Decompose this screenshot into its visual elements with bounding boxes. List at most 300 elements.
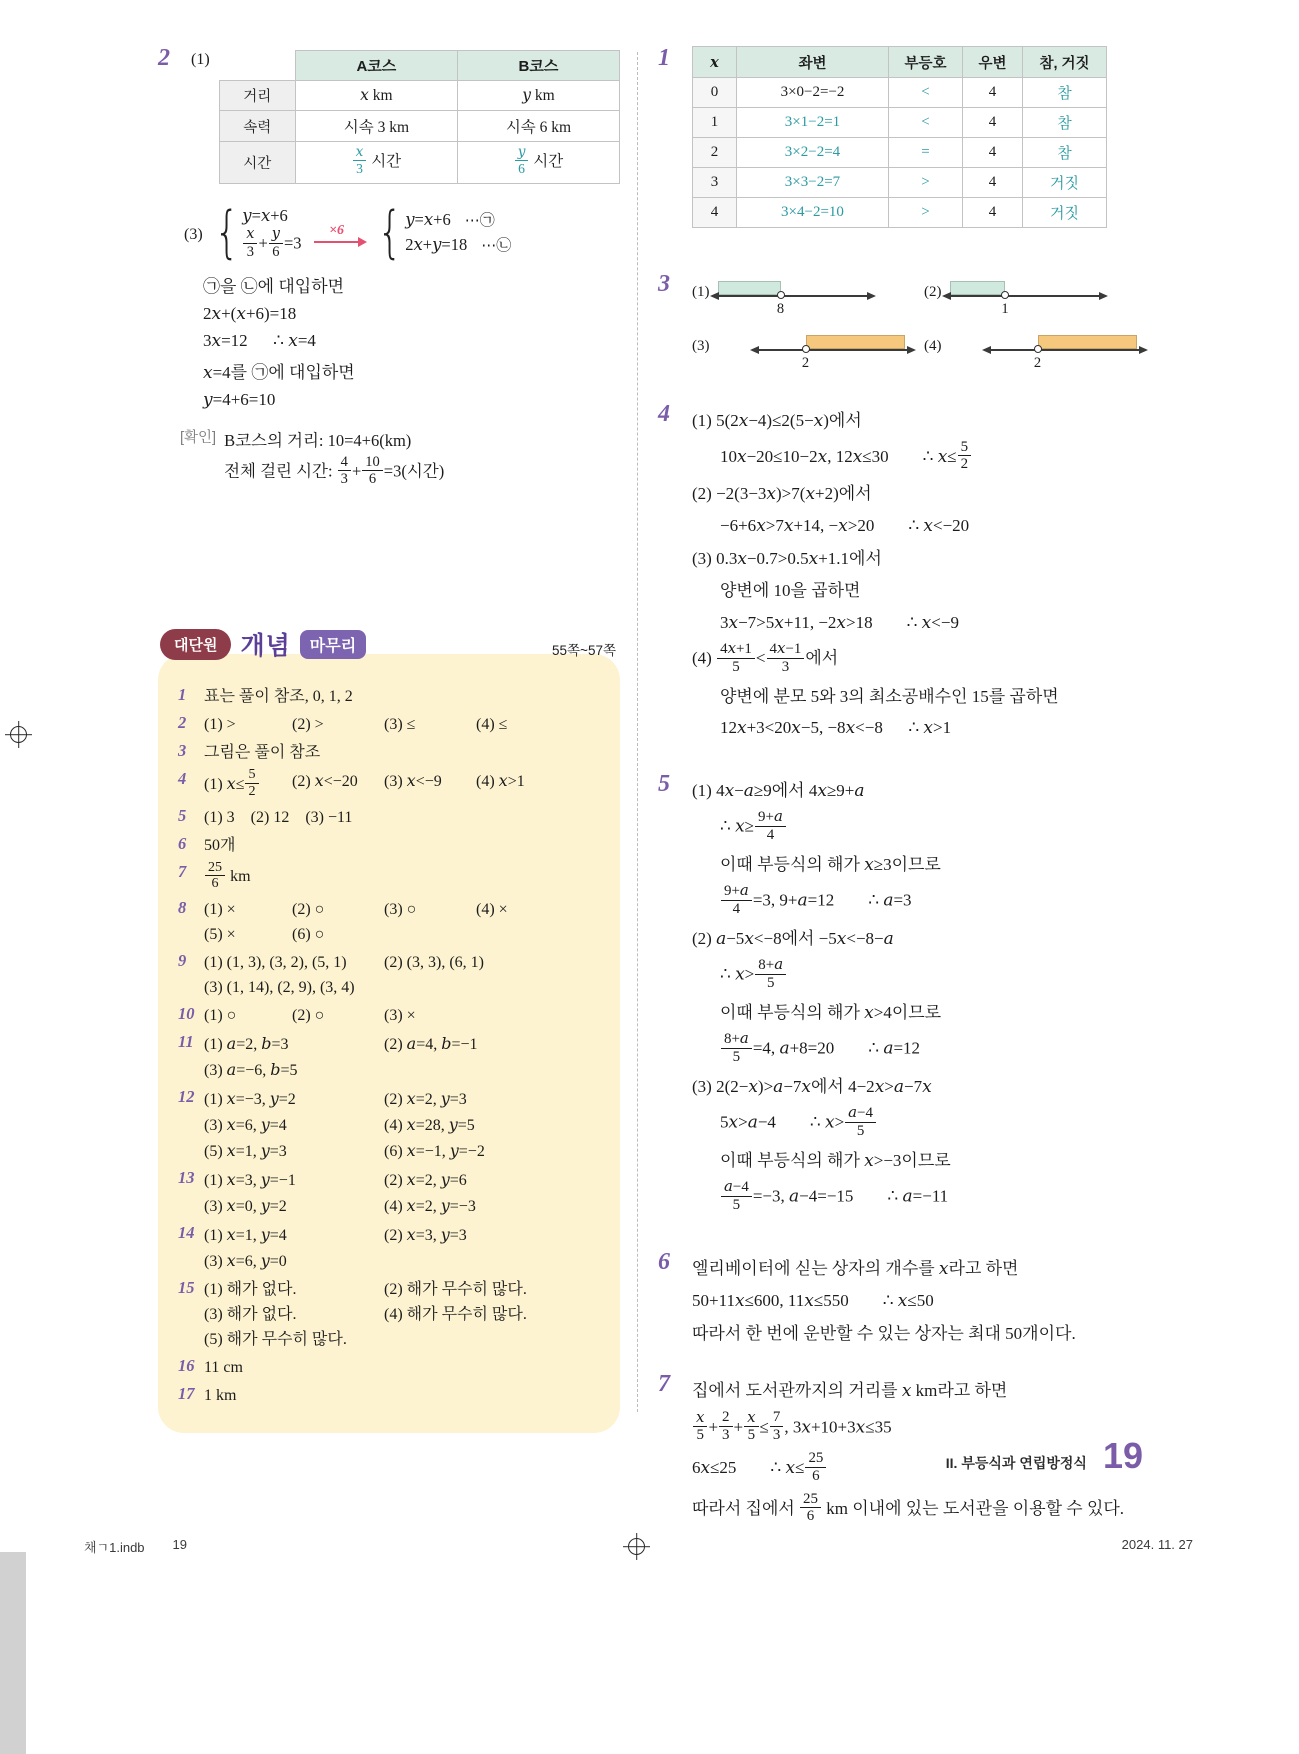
answer-item [178,1167,604,1220]
solution-line: (1) 4x−a≥9에서 4x≥9+a [692,780,865,801]
boundary-number: 2 [1033,355,1042,371]
solution-line: ㉠을 ㉡에 대입하면 [203,276,345,296]
brace-symbol: { [376,199,402,265]
table-cell: y km [457,81,619,111]
column-divider [637,52,638,1412]
solution-line: 따라서 한 번에 운반할 수 있는 상자는 최대 50개이다. [692,1323,1076,1343]
table-row [693,138,1107,168]
answer-cell: (1) > [204,716,236,733]
table-row [219,111,619,142]
solution-line: ∴ x> $\frac{8+a}{5}$ [720,958,1144,993]
number-line-diagram [924,276,1148,316]
answer-cell: (6) ○ [292,926,325,944]
answer-item [178,1222,604,1275]
table-header-cell: 참, 거짓 [1023,47,1107,78]
solution-line: (2) −2(3−3x)>7(x+2)에서 [692,483,872,504]
solution-line: (3) 2(2−x)>a−7x에서 4−2x>a−7x [692,1076,932,1097]
table-cell: 4 [693,198,737,228]
solution-line: 양변에 10을 곱하면 [720,581,861,601]
solution-line: 6x≤25 ∴ x≤ $\frac{25}{6}$ [692,1452,1144,1486]
answer-item [178,897,604,948]
answer-cell: 50개 [204,836,236,854]
problem-2-number: 2 [158,45,170,71]
equation-system [209,199,302,265]
table-cell: 4 [963,108,1023,138]
solution-band [718,281,781,295]
solution-line: ∴ x≥ $\frac{9+a}{4}$ [720,810,1144,845]
table-header-cell: A코스 [295,51,457,81]
answer-row [204,766,604,802]
problem-3 [658,272,1144,370]
solution-body [692,772,1144,1222]
number-line-answers [692,276,1148,370]
multiplier-label: ×6 [329,222,345,238]
number-line-figure [758,330,908,370]
chapter-footer [945,1435,1143,1476]
answer-row [204,858,604,895]
print-page-number: 19 [172,1537,188,1552]
diagram-label: (4) [924,338,942,354]
table-cell: 시속 3 km [295,111,457,142]
answer-item [178,1277,604,1353]
answer-cell: (2) (3, 3), (6, 1) [384,954,484,972]
answer-row [204,685,604,709]
answer-cell: (4) 해가 무수히 많다. [384,1306,527,1324]
answer-body [204,897,604,948]
solution-band [950,281,1006,295]
answer-row [204,898,604,922]
table-row [693,198,1107,228]
check-label: [확인] [180,429,217,446]
check-lines [224,422,444,495]
answer-number: 11 [178,1032,194,1052]
unit-label: 시간 [533,152,564,170]
answer-row [204,741,604,765]
answer-row [204,1113,604,1138]
answer-cell: (2) 해가 무수히 많다. [384,1281,527,1299]
answer-number: 7 [178,861,187,881]
answer-item [178,833,604,859]
table-cell: 참 [1023,138,1107,168]
answer-row [204,1384,604,1408]
answer-row [204,1223,604,1248]
solution-band [1038,335,1137,349]
answer-body [204,1222,604,1275]
solution-line: (3) 0.3x−0.7>0.5x+1.1에서 [692,548,882,569]
solution-line: 5x>a−4 ∴ x> $\frac{a-4}{5}$ [720,1106,1144,1141]
number-line-axis [990,349,1140,351]
solution-body [692,402,1144,748]
answer-body [204,833,604,859]
solution-steps [203,272,620,410]
answer-row [204,951,604,975]
answer-body [204,1167,604,1220]
answer-number: 17 [178,1384,195,1404]
row-label-cell: 거리 [219,81,295,111]
problem-3-number: 3 [658,271,670,297]
solution-line: 3x=12 ∴ x=4 [203,330,316,351]
summary-page-range: 55쪽~57쪽 [552,643,616,658]
table-cell: 참 [1023,108,1107,138]
table-cell: 시속 6 km [457,111,619,142]
answer-cell: (1) a=2, b=3 [204,1034,289,1054]
number-line-figure [718,276,868,316]
problem-6-number: 6 [658,1248,670,1275]
answer-row [204,976,604,1000]
table-row [693,168,1107,198]
boundary-number: 2 [801,355,810,371]
problem-1 [658,46,1144,228]
solution-line: 2x+(x+6)=18 [203,303,297,324]
problem-6 [658,1250,1144,1353]
answer-item [178,858,604,896]
solution-line: y=4+6=10 [203,389,276,410]
answer-cell: (3) x=0, y=2 [204,1196,287,1216]
answer-cell: (1) 3 (2) 12 (3) −11 [204,808,353,826]
table-cell: 0 [693,78,737,108]
equation-line: $\frac{x}{3}$ + $\frac{y}{6}$ =3 [242,228,301,262]
answer-row [204,1087,604,1112]
problem-4 [658,402,1144,748]
answer-number: 12 [178,1087,195,1107]
answer-body [204,1383,604,1409]
number-line-figure [950,276,1100,316]
multiplier-annotation [314,223,360,243]
table-cell: 3×0−2=−2 [737,78,889,108]
problem-2-part3 [184,199,620,265]
answer-item [178,1086,604,1165]
answer-body [204,740,604,766]
answer-row [204,1004,604,1028]
answer-number: 9 [178,951,187,971]
answer-number: 2 [178,713,187,732]
solution-line: 따라서 집에서 $\frac{25}{6}$ km 이내에 있는 도서관을 이용할 수 있다. [692,1490,1125,1525]
answer-item [178,712,604,738]
answer-body [204,1031,604,1084]
answer-cell: (3) × [384,1007,416,1025]
answer-body [204,1355,604,1381]
course-comparison-table [219,50,620,184]
table-header-row [219,51,619,81]
number-line-axis [718,295,868,297]
solution-line: $\frac{9+a}{4}$ =3, 9+a=12 ∴ a=3 [720,884,1144,919]
table-row [219,81,619,111]
number-line-axis [950,295,1100,297]
system-lines [405,208,511,258]
answer-cell: (2) > [292,716,324,733]
concept-summary-box [158,632,620,1433]
answer-row [204,1278,604,1302]
answer-cell: (2) x=2, y=3 [384,1089,467,1109]
open-circle [1034,345,1042,353]
print-file-name: 채ㄱ1.indb [84,1540,145,1555]
answer-row [204,1356,604,1380]
answer-cell: 표는 풀이 참조, 0, 1, 2 [204,688,353,705]
answer-cell: (4) x=2, y=−3 [384,1196,476,1216]
equation-line [405,233,511,258]
table-cell: 3×3−2=7 [737,168,889,198]
answer-row [204,1032,604,1057]
table-cell [457,142,619,184]
open-circle [1001,291,1009,299]
answer-item [178,950,604,1001]
summary-title: 개념 [240,632,291,660]
answer-cell: (2) x<−20 [292,771,358,790]
table-cell: 4 [963,168,1023,198]
answer-body [204,684,604,710]
diagram-label: (2) [924,284,942,300]
table-header-cell: 부등호 [889,47,963,78]
answer-row [204,713,604,737]
equation-text: 2x+y=18 [405,234,468,254]
check-line: 전체 걸린 시간: $\frac{4}{3}$ + $\frac{10}{6}$ =3(시간) [224,453,445,488]
answer-row [204,1058,604,1083]
solution-line: $\frac{8+a}{5}$ =4, a+8=20 ∴ a=12 [720,1032,1144,1067]
answer-body [204,712,604,738]
answer-number: 14 [178,1223,195,1243]
problem-4-number: 4 [658,401,670,427]
table-cell: 거짓 [1023,198,1107,228]
equation-line: y=x+6 [242,205,288,225]
solution-line: 양변에 분모 5와 3의 최소공배수인 15를 곱하면 [720,686,1059,706]
problem-2 [158,46,620,184]
table-cell: 3×2−2=4 [737,138,889,168]
unit-label: 시간 [371,152,402,170]
answer-cell: (4) x=28, y=5 [384,1115,475,1135]
answer-item [178,684,604,710]
equation-mark: ⋯㉠ [464,212,495,229]
open-circle [802,345,810,353]
table-cell: 4 [963,138,1023,168]
answer-cell: (3) 해가 없다. [204,1306,297,1324]
solution-line: 이때 부등식의 해가 x≥3이므로 [720,854,941,875]
diagram-label: (3) [692,338,710,354]
answer-row [204,1194,604,1219]
check-line: B코스의 거리: 10=4+6(km) [224,430,412,450]
answer-cell: $\frac{25}{6}$ km [204,868,251,885]
number-line-figure [990,330,1140,370]
solution-line: 이때 부등식의 해가 x>4이므로 [720,1002,942,1023]
answer-row [204,1328,604,1352]
equation-text: y=x+6 [405,209,451,229]
answer-cell: (5) 해가 무수히 많다. [204,1331,347,1349]
answer-number: 4 [178,769,187,788]
answer-cell: (1) 해가 없다. [204,1281,297,1299]
answer-cell: (1) x=1, y=4 [204,1225,287,1245]
answer-number: 16 [178,1356,195,1376]
problem-7-number: 7 [658,1371,670,1398]
number-line-diagram [924,330,1148,370]
answer-row [204,1249,604,1274]
answer-row [204,1139,604,1164]
table-corner-cell [219,51,295,81]
answer-number: 10 [178,1004,195,1024]
answer-number: 6 [178,833,187,853]
right-arrow-icon [314,241,360,243]
solution-line: 10x−20≤10−2x, 12x≤30 ∴ x≤ $\frac{5}{2}$ [720,441,1144,475]
table-row [693,78,1107,108]
equation-mark: ⋯㉡ [481,237,512,254]
registration-mark-icon [10,726,27,743]
answer-number: 1 [178,685,187,704]
solution-line: (2) a−5x<−8에서 −5x<−8−a [692,928,894,949]
table-header-cell: 우변 [963,47,1023,78]
number-line-diagram [692,330,916,370]
answer-cell: (3) (1, 14), (2, 9), (3, 4) [204,979,355,997]
solution-line: 집에서 도서관까지의 거리를 x km라고 하면 [692,1381,1008,1402]
solution-line: (4) $\frac{4x+1}{5}$ < $\frac{4x-1}{3}$ 에서 [692,639,839,676]
fraction-value: $\frac{y}{6}$ [514,153,530,170]
chapter-title: II. 부등식과 연립방정식 [945,1455,1087,1471]
solution-line: 12x+3<20x−5, −8x<−8 ∴ x>1 [720,718,952,739]
page-number: 19 [1102,1435,1143,1476]
solution-line: x=4를 ㉠에 대입하면 [203,362,355,383]
answer-cell: (3) ○ [384,901,417,919]
answer-item [178,805,604,831]
answer-cell: 그림은 풀이 참조 [204,744,321,761]
answer-cell: (6) x=−1, y=−2 [384,1141,485,1161]
answer-cell: (1) x≤ $\frac{5}{2}$ [204,769,292,802]
answer-body [204,950,604,1001]
answer-cell: (1) × [204,901,236,919]
answer-cell: (4) ≤ [476,716,508,733]
answer-cell: 1 km [204,1387,237,1405]
answer-row [204,1303,604,1327]
part-label: (1) [191,51,210,68]
solution-band [806,335,905,349]
answer-item [178,1383,604,1409]
answer-item [178,768,604,803]
answer-number: 3 [178,741,187,760]
table-cell: = [889,138,963,168]
answer-cell: (5) x=1, y=3 [204,1141,287,1161]
answer-cell: (1) x=−3, y=2 [204,1089,296,1109]
table-cell: < [889,78,963,108]
answer-body [204,1003,604,1029]
answer-row [204,806,604,830]
answer-number: 5 [178,805,187,825]
solution-line: 50+11x≤600, 11x≤550 ∴ x≤50 [692,1291,934,1312]
table-cell: 3×1−2=1 [737,108,889,138]
system-lines [242,204,301,262]
part-label: (3) [184,226,203,244]
unit-badge: 대단원 [160,629,231,660]
answer-number: 8 [178,898,187,918]
problem-5-number: 5 [658,770,670,797]
summary-subtitle-badge: 마무리 [300,630,366,659]
answer-item [178,1003,604,1029]
answer-body [204,858,604,896]
answer-cell: (4) x>1 [476,771,525,790]
number-line-diagram [692,276,916,316]
solution-line: $\frac{a-4}{5}$ =−3, a−4=−15 ∴ a=−11 [720,1180,1144,1215]
boundary-number: 8 [776,301,785,317]
table-cell [295,142,457,184]
solution-line: $\frac{x}{5}$ + $\frac{2}{3}$ + $\frac{x}{5}$ ≤ $\frac{7}{3}$ , 3x+10+3x≤35 [692,1411,1144,1446]
fraction-value: $\frac{x}{3}$ [352,153,368,170]
right-column [658,46,1144,1533]
print-info-left [84,1537,187,1556]
answer-body [204,1277,604,1353]
equation-line [405,208,511,233]
table-header-cell: 좌변 [737,47,889,78]
answer-cell: (3) x=6, y=0 [204,1251,287,1271]
print-date: 2024. 11. 27 [1121,1537,1193,1552]
page-edge-shadow [0,1552,26,1754]
table-cell: 2 [693,138,737,168]
table-header-cell: x [693,47,737,78]
solution-line: (1) 5(2x−4)≤2(5−x)에서 [692,411,862,431]
table-cell: x km [295,81,457,111]
answer-row [204,1168,604,1193]
left-column [158,45,620,1405]
answer-item [178,740,604,766]
answer-cell: (2) ○ [292,901,325,919]
answer-number: 13 [178,1168,195,1188]
table-cell: 4 [963,78,1023,108]
equation-system [372,199,512,265]
answer-cell: (5) × [204,926,236,944]
number-line-axis [758,349,908,351]
table-cell: 4 [963,198,1023,228]
registration-mark-icon [628,1538,645,1555]
answer-body [204,1086,604,1165]
answer-cell: (1) x=3, y=−1 [204,1170,296,1190]
solution-line: −6+6x>7x+14, −x>20 ∴ x<−20 [720,516,970,537]
table-cell: > [889,168,963,198]
answer-item [178,1031,604,1084]
answer-cell: (1) (1, 3), (3, 2), (5, 1) [204,954,347,972]
answer-item [178,1355,604,1381]
answer-row [204,923,604,947]
table-cell: > [889,198,963,228]
table-header-row [693,47,1107,78]
solution-line: 이때 부등식의 해가 x>−3이므로 [720,1150,951,1171]
table-cell: 거짓 [1023,168,1107,198]
open-circle [777,291,785,299]
problem-5 [658,772,1144,1222]
answer-body [204,805,604,831]
answer-cell: (4) × [476,901,508,919]
answer-cell: (2) x=2, y=6 [384,1170,467,1190]
problem-1-number: 1 [658,45,670,71]
answer-number: 15 [178,1278,195,1298]
answer-cell: (3) a=−6, b=5 [204,1060,298,1080]
solution-body [692,1250,1144,1353]
solution-line: 엘리베이터에 싣는 상자의 개수를 x라고 하면 [692,1258,1019,1279]
answer-cell: (1) ○ [204,1007,237,1025]
table-row [219,142,619,184]
boundary-number: 1 [1001,301,1009,317]
answer-cell: (3) x<−9 [384,771,442,790]
row-label-cell: 시간 [219,142,295,184]
answer-cell: 11 cm [204,1359,243,1377]
table-cell: 3×4−2=10 [737,198,889,228]
row-label-cell: 속력 [219,111,295,142]
table-cell: 3 [693,168,737,198]
solution-line: 3x−7>5x+11, −2x>18 ∴ x<−9 [720,612,959,633]
answer-cell: (3) ≤ [384,716,416,733]
table-cell: 참 [1023,78,1107,108]
answer-cell: (2) a=4, b=−1 [384,1034,478,1054]
verification-block [180,422,620,495]
brace-symbol: { [214,199,239,265]
summary-header [160,626,616,662]
answer-cell: (2) x=3, y=3 [384,1225,467,1245]
table-header-cell: B코스 [457,51,619,81]
table-cell: < [889,108,963,138]
answer-cell: (3) x=6, y=4 [204,1115,287,1135]
